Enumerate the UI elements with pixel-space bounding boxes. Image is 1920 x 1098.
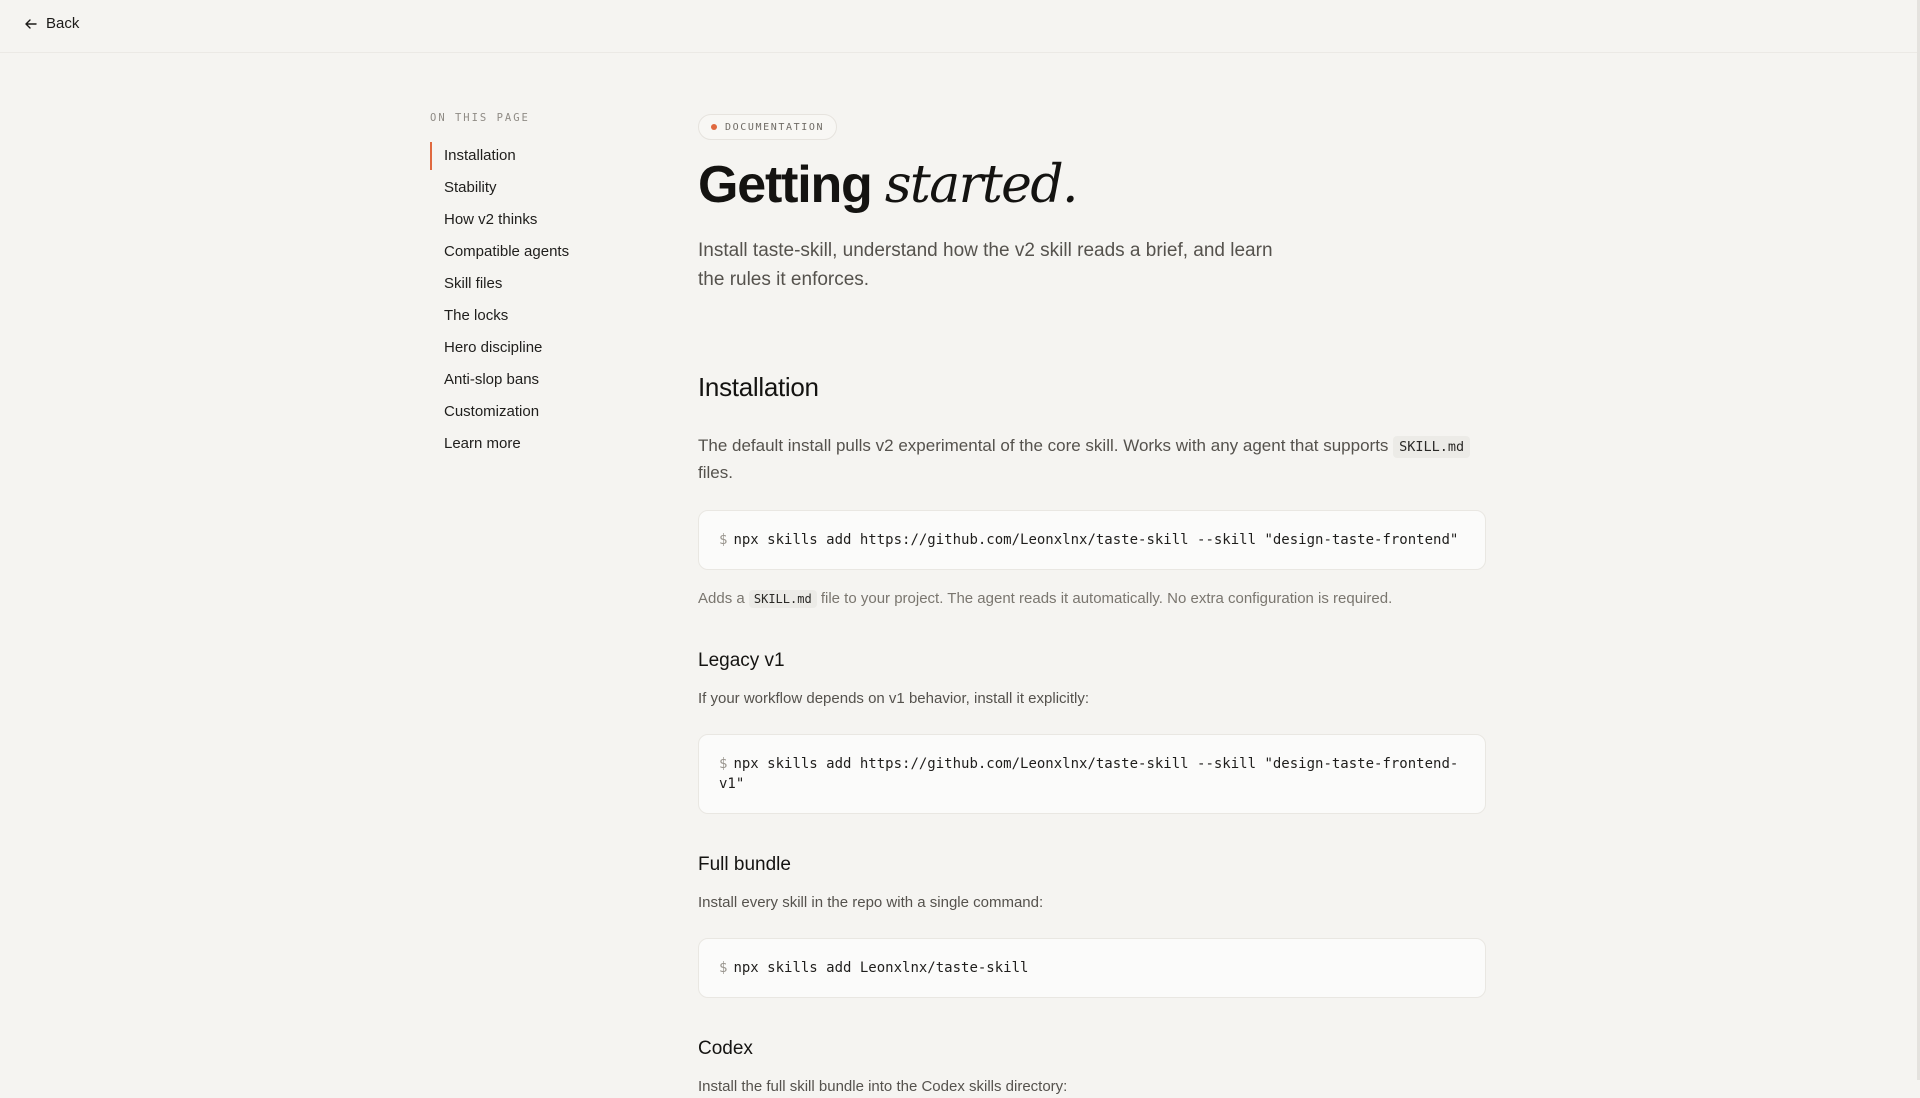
badge-label: DOCUMENTATION: [725, 121, 825, 133]
bundle-heading: Full bundle: [698, 854, 791, 875]
documentation-badge: [698, 114, 837, 140]
badge-dot-icon: [711, 124, 717, 130]
shell-prompt: $: [719, 532, 728, 548]
legacy-heading: Legacy v1: [698, 650, 785, 671]
toc-item-learn-more[interactable]: Learn more: [444, 435, 521, 452]
note-text-end: file to your project. The agent reads it automatically. No extra configuration is required.: [816, 590, 1393, 607]
main-content: [698, 114, 1488, 1098]
legacy-text: If your workflow depends on v1 behavior, install it explicitly:: [698, 690, 1090, 707]
install-command-block[interactable]: [698, 510, 1486, 570]
toc-item-the-locks[interactable]: The locks: [444, 307, 509, 324]
back-label: Back: [46, 15, 80, 32]
toc-item-compatible-agents[interactable]: Compatible agents: [444, 243, 570, 260]
note-text: Adds a: [698, 590, 749, 607]
installation-heading: Installation: [698, 372, 819, 402]
toc-item-how-v2-thinks[interactable]: How v2 thinks: [444, 211, 538, 228]
installation-intro-end: files.: [698, 463, 733, 482]
legacy-command[interactable]: npx skills add https://github.com/Leonxlnx/taste-skill --skill "design-taste-frontend-v1": [719, 756, 1459, 792]
title-italic: started.: [884, 155, 1077, 215]
toc-item-hero-discipline[interactable]: Hero discipline: [444, 339, 543, 356]
note-skill-md-code: SKILL.md: [749, 590, 817, 608]
toc-item-anti-slop-bans[interactable]: Anti-slop bans: [444, 371, 540, 388]
install-command[interactable]: npx skills add https://github.com/Leonxlnx/taste-skill --skill "design-taste-frontend": [733, 532, 1459, 548]
codex-heading: Codex: [698, 1038, 753, 1059]
table-of-contents: [430, 112, 630, 460]
toc-item-stability[interactable]: Stability: [444, 179, 497, 196]
toc-item-skill-files[interactable]: Skill files: [444, 275, 503, 292]
title-plain: Getting: [698, 156, 885, 214]
codex-text: Install the full skill bundle into the Codex skills directory:: [698, 1078, 1068, 1095]
page-title: [698, 154, 1488, 216]
toc-heading: ON THIS PAGE: [430, 112, 530, 124]
skill-md-code: SKILL.md: [1393, 436, 1470, 458]
legacy-command-block[interactable]: [698, 734, 1486, 814]
top-bar: [0, 0, 1918, 53]
page-lead: Install taste-skill, understand how the v2 skill reads a brief, and learn the rules it enforces.: [698, 240, 1273, 290]
installation-intro-text: The default install pulls v2 experimental of the core skill. Works with any agent that supports: [698, 436, 1394, 455]
back-button[interactable]: [24, 15, 79, 32]
bundle-text: Install every skill in the repo with a single command:: [698, 894, 1044, 911]
bundle-command[interactable]: npx skills add Leonxlnx/taste-skill: [733, 960, 1029, 976]
toc-item-customization[interactable]: Customization: [444, 403, 540, 420]
shell-prompt: $: [719, 756, 728, 772]
installation-note: [698, 588, 1488, 610]
toc-item-installation[interactable]: Installation: [430, 140, 630, 172]
arrow-left-icon: [24, 17, 38, 31]
shell-prompt: $: [719, 960, 728, 976]
installation-intro: [698, 433, 1478, 486]
toc-list: [430, 140, 630, 460]
bundle-command-block[interactable]: [698, 938, 1486, 998]
